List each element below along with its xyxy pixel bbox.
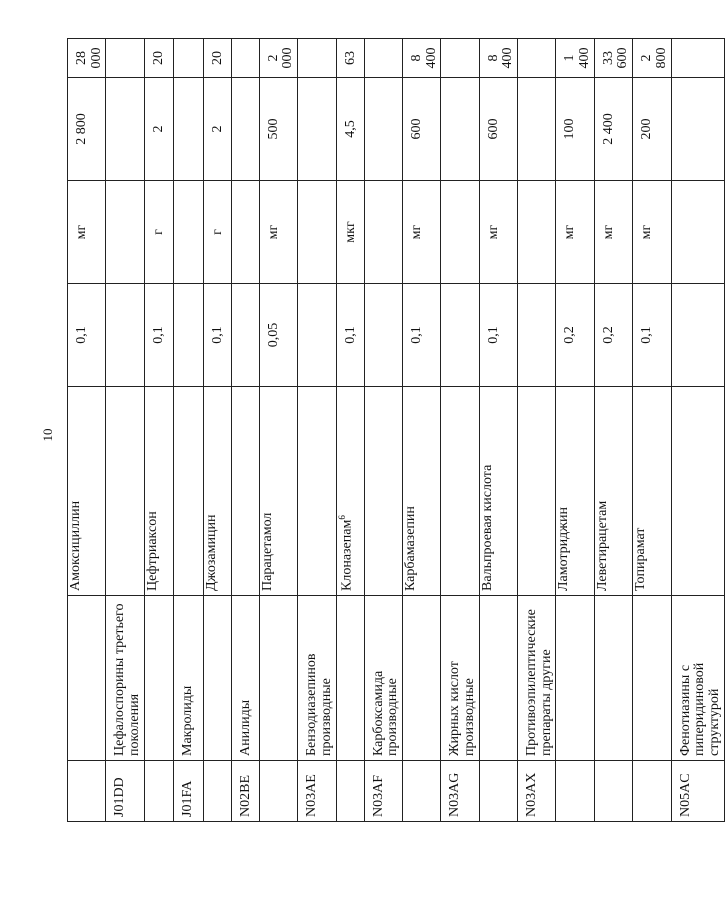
atc-code-cell <box>364 761 402 822</box>
pharmacologic-group-cell <box>203 596 231 761</box>
unit-cell <box>518 181 556 284</box>
pharmacologic-group-cell <box>441 596 479 761</box>
quantity: 100 <box>562 118 578 140</box>
unit: мг <box>639 224 655 240</box>
dose-value-cell <box>671 284 724 387</box>
atc-code-cell <box>518 761 556 822</box>
table-row <box>518 39 556 822</box>
drug-name: Амоксициллин <box>68 500 83 591</box>
atc-code: N05AC <box>677 773 693 817</box>
table-row <box>364 39 402 822</box>
dose-value: 0,2 <box>600 326 616 344</box>
pharmacologic-group-cell <box>173 596 203 761</box>
drug-name: Джозамицин <box>203 514 219 591</box>
drug-name-cell <box>231 387 259 596</box>
atc-code: N03AG <box>447 772 463 817</box>
unit-cell <box>173 181 203 284</box>
total-cell <box>671 39 724 78</box>
atc-code-cell <box>479 761 517 822</box>
total-cell <box>479 39 517 78</box>
unit-cell <box>203 181 231 284</box>
table-row <box>68 39 106 822</box>
drug-name-cell <box>336 387 364 596</box>
table-row <box>594 39 632 822</box>
dose-value: 0,1 <box>74 326 89 344</box>
table-row <box>633 39 671 822</box>
pharmacologic-group-cell <box>364 596 402 761</box>
pharmacologic-group-cell <box>298 596 336 761</box>
atc-code-cell <box>106 761 144 822</box>
pharmacologic-group-cell <box>556 596 594 761</box>
pharmacologic-group-cell <box>336 596 364 761</box>
quantity-cell <box>671 78 724 181</box>
total-cell <box>259 39 297 78</box>
atc-code-cell <box>231 761 259 822</box>
drug-name: Вальпроевая кислота <box>479 464 495 591</box>
footnote-marker: 6 <box>336 515 347 520</box>
dose-value-cell <box>441 284 479 387</box>
drug-name-cell <box>298 387 336 596</box>
pharmacologic-group: Фенотиазины с пиперидиновой структурой <box>677 662 722 756</box>
pharmacologic-group-cell <box>518 596 556 761</box>
atc-code: N03AE <box>304 774 320 817</box>
pharmacologic-group: Жирных кислот производные <box>447 661 477 756</box>
table-row <box>203 39 231 822</box>
total-cell <box>298 39 336 78</box>
total: 8 400 <box>485 47 516 69</box>
drug-name-cell <box>68 387 106 596</box>
unit-cell <box>671 181 724 284</box>
quantity-cell <box>518 78 556 181</box>
quantity-cell <box>203 78 231 181</box>
drug-name-cell <box>479 387 517 596</box>
quantity-cell <box>364 78 402 181</box>
atc-code-cell <box>594 761 632 822</box>
quantity: 600 <box>408 118 424 140</box>
atc-code: N03AX <box>524 772 539 817</box>
dose-value-cell <box>259 284 297 387</box>
pharmacologic-group-cell <box>259 596 297 761</box>
atc-code-cell <box>633 761 671 822</box>
total: 1 400 <box>562 47 593 69</box>
drug-name: Леветирацетам <box>594 500 610 591</box>
total: 63 <box>342 51 358 65</box>
unit: мг <box>600 224 616 240</box>
drug-name-cell <box>441 387 479 596</box>
total-cell <box>518 39 556 78</box>
page-number: 10 <box>40 428 55 442</box>
dose-value-cell <box>633 284 671 387</box>
dose-value: 0,1 <box>639 326 655 344</box>
atc-code: N03AF <box>370 774 386 817</box>
total-cell <box>594 39 632 78</box>
pharmacologic-group-cell <box>633 596 671 761</box>
dose-value-cell <box>518 284 556 387</box>
table-row <box>298 39 336 822</box>
quantity: 200 <box>639 118 655 140</box>
drug-name-cell <box>259 387 297 596</box>
dose-value-cell <box>144 284 173 387</box>
drug-name-cell <box>106 387 144 596</box>
unit: мг <box>485 224 501 240</box>
pharmacologic-group: Цефалоспорины третьего поколения <box>112 603 143 756</box>
unit-cell <box>594 181 632 284</box>
dose-value-cell <box>402 284 440 387</box>
quantity-cell <box>594 78 632 181</box>
table-row <box>259 39 297 822</box>
unit-cell <box>364 181 402 284</box>
atc-code-cell <box>173 761 203 822</box>
dose-value-cell <box>231 284 259 387</box>
drug-name-cell <box>402 387 440 596</box>
unit: мг <box>265 224 281 240</box>
total-cell <box>173 39 203 78</box>
quantity-cell <box>68 78 106 181</box>
drug-name: Парацетамол <box>259 512 275 591</box>
pharmacologic-group-cell <box>106 596 144 761</box>
atc-code-cell <box>336 761 364 822</box>
dose-value: 0,1 <box>408 326 424 344</box>
unit-cell <box>336 181 364 284</box>
dose-value-cell <box>298 284 336 387</box>
quantity: 600 <box>485 118 501 140</box>
drug-name: Цефтриаксон <box>144 511 160 591</box>
pharmacologic-group: Карбоксамида производные <box>370 670 401 756</box>
atc-code-cell <box>402 761 440 822</box>
pharmacologic-group-cell <box>402 596 440 761</box>
table-row <box>231 39 259 822</box>
pharmacologic-group: Анилиды <box>237 699 253 756</box>
quantity-cell <box>173 78 203 181</box>
pharmacologic-group: Макролиды <box>179 685 195 756</box>
drug-table-container <box>67 38 722 822</box>
quantity-cell <box>259 78 297 181</box>
atc-code: J01FA <box>179 780 195 817</box>
unit-cell <box>479 181 517 284</box>
dose-value-cell <box>173 284 203 387</box>
total-cell <box>106 39 144 78</box>
drug-name-cell <box>594 387 632 596</box>
atc-code-cell <box>298 761 336 822</box>
pharmacologic-group: Противоэпилептические препараты другие <box>524 609 554 756</box>
total-cell <box>441 39 479 78</box>
unit-cell <box>68 181 106 284</box>
dose-value-cell <box>594 284 632 387</box>
atc-code-cell <box>144 761 173 822</box>
dose-value: 0,1 <box>342 326 358 344</box>
quantity-cell <box>231 78 259 181</box>
table-row <box>106 39 144 822</box>
unit-cell <box>633 181 671 284</box>
total: 20 <box>150 51 166 65</box>
pharmacologic-group-cell <box>479 596 517 761</box>
total: 20 <box>209 51 225 65</box>
pharmacologic-group-cell <box>671 596 724 761</box>
dose-value: 0,1 <box>150 326 166 344</box>
total-cell <box>633 39 671 78</box>
pharmacologic-group-cell <box>594 596 632 761</box>
quantity-cell <box>336 78 364 181</box>
pharmacologic-group-cell <box>144 596 173 761</box>
atc-code-cell <box>556 761 594 822</box>
atc-code-cell <box>259 761 297 822</box>
total: 33 600 <box>600 47 631 69</box>
drug-name-cell <box>203 387 231 596</box>
unit-cell <box>231 181 259 284</box>
pharmacologic-group: Бензодиазепинов производные <box>304 653 334 756</box>
drug-name-cell <box>556 387 594 596</box>
drug-name: Ламотриджин <box>556 507 572 591</box>
dose-value-cell <box>203 284 231 387</box>
table-row <box>144 39 173 822</box>
dose-value-cell <box>68 284 106 387</box>
unit-cell <box>298 181 336 284</box>
quantity: 2 400 <box>600 113 616 145</box>
total-cell <box>364 39 402 78</box>
table-row <box>479 39 517 822</box>
pharmacologic-group-cell <box>231 596 259 761</box>
total-cell <box>68 39 106 78</box>
atc-code-cell <box>441 761 479 822</box>
atc-code-cell <box>203 761 231 822</box>
drug-name-cell <box>518 387 556 596</box>
atc-code: J01DD <box>112 777 128 817</box>
quantity-cell <box>106 78 144 181</box>
unit-cell <box>441 181 479 284</box>
dose-value: 0,2 <box>562 326 578 344</box>
quantity: 500 <box>265 118 281 140</box>
atc-code-cell <box>68 761 106 822</box>
table-row <box>402 39 440 822</box>
unit-cell <box>259 181 297 284</box>
atc-code-cell <box>671 761 724 822</box>
total-cell <box>556 39 594 78</box>
quantity-cell <box>402 78 440 181</box>
dose-value-cell <box>364 284 402 387</box>
unit: мкг <box>342 221 358 243</box>
quantity: 4,5 <box>342 120 358 138</box>
drug-name-cell <box>671 387 724 596</box>
drug-name-cell <box>364 387 402 596</box>
total: 2 000 <box>265 47 296 69</box>
quantity: 2 <box>150 125 166 133</box>
quantity: 2 <box>209 125 225 133</box>
drug-name-cell <box>173 387 203 596</box>
dose-value: 0,1 <box>209 326 225 344</box>
table-row <box>556 39 594 822</box>
quantity-cell <box>144 78 173 181</box>
total: 28 000 <box>74 47 104 69</box>
quantity: 2 800 <box>74 113 89 145</box>
drug-name-cell <box>633 387 671 596</box>
unit: г <box>150 229 166 235</box>
quantity-cell <box>441 78 479 181</box>
total-cell <box>144 39 173 78</box>
quantity-cell <box>479 78 517 181</box>
total-cell <box>402 39 440 78</box>
quantity-cell <box>633 78 671 181</box>
quantity-cell <box>298 78 336 181</box>
drug-name: Карбамазепин <box>402 506 418 591</box>
dose-value: 0,1 <box>485 326 501 344</box>
dose-value-cell <box>479 284 517 387</box>
total-cell <box>203 39 231 78</box>
atc-code: N02BE <box>237 775 253 817</box>
dose-value-cell <box>106 284 144 387</box>
total: 8 400 <box>408 47 439 69</box>
table-row <box>336 39 364 822</box>
drug-name-cell <box>144 387 173 596</box>
table-row <box>671 39 724 822</box>
total-cell <box>231 39 259 78</box>
table-row <box>173 39 203 822</box>
table-row <box>441 39 479 822</box>
total-cell <box>336 39 364 78</box>
unit: мг <box>74 224 89 240</box>
dose-value-cell <box>556 284 594 387</box>
unit: мг <box>562 224 578 240</box>
dose-value-cell <box>336 284 364 387</box>
pharmacologic-group-cell <box>68 596 106 761</box>
dose-value: 0,05 <box>265 322 281 348</box>
unit-cell <box>106 181 144 284</box>
unit: г <box>209 229 225 235</box>
drug-table <box>67 38 725 822</box>
unit-cell <box>402 181 440 284</box>
unit: мг <box>408 224 424 240</box>
quantity-cell <box>556 78 594 181</box>
total: 2 800 <box>639 47 669 69</box>
unit-cell <box>144 181 173 284</box>
drug-name: Клоназепам <box>339 519 355 591</box>
drug-name: Топирамат <box>633 527 649 591</box>
unit-cell <box>556 181 594 284</box>
